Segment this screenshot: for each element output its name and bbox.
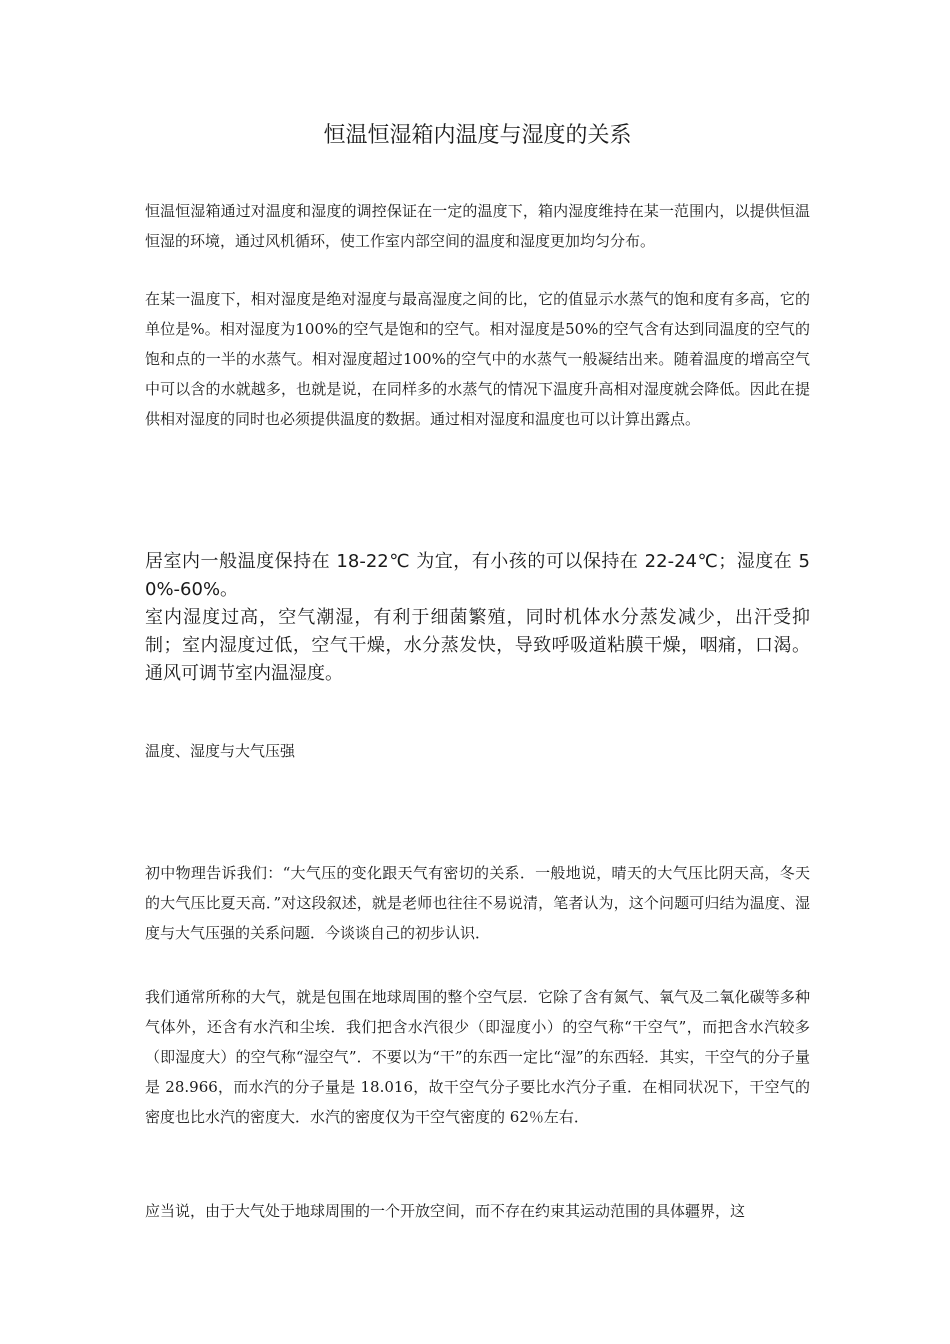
section-heading: 温度、湿度与大气压强 [145,742,296,760]
paragraph-dry-wet-air: 我们通常所称的大气，就是包围在地球周围的整个空气层．它除了含有氮气、氧气及二氧化碳等多种气体外，还含有水汽和尘埃．我们把含水汽很少（即湿度小）的空气称“干空气”，而把含水汽较多（即湿度大）的空气称“湿空气”．不要以为“干”的东西一定比“湿”的东西轻．其实，干空气的分子量是 28.966，而水汽的分子量是 18.016，故干空气分子要比水汽分子重．在相同状况下，干空气的密度也比水汽的密度大．水汽的密度仅为干空气密度的 62％左右． [145,988,810,1126]
indoor-temperature-text: 居室内一般温度保持在 18-22℃ 为宜，有小孩的可以保持在 22-24℃；湿度在 50%-60%。 [145,551,810,600]
paragraph-open-space: 应当说，由于大气处于地球周围的一个开放空间，而不存在约束其运动范围的具体疆界，这 [145,1202,746,1220]
document-title: 恒温恒湿箱内温度与湿度的关系 [323,123,632,148]
indoor-climate-block [145,548,810,688]
indoor-humidity-effects-text: 室内湿度过高，空气潮湿，有利于细菌繁殖，同时机体水分蒸发减少，出汗受抑制；室内湿度过低，空气干燥，水分蒸发快，导致呼吸道粘膜干燥，咽痛，口渴。通风可调节室内温湿度。 [145,607,810,684]
paragraph-intro: 恒温恒湿箱通过对温度和湿度的调控保证在一定的温度下，箱内湿度维持在某一范围内，以提供恒温恒湿的环境，通过风机循环，使工作室内部空间的温度和湿度更加均匀分布。 [145,202,810,250]
paragraph-physics-intro: 初中物理告诉我们：“大气压的变化跟天气有密切的关系．一般地说，晴天的大气压比阴天高，冬天的大气压比夏天高．”对这段叙述，就是老师也往往不易说清，笔者认为，这个问题可归结为温度、湿度与大气压强的关系问题．今谈谈自己的初步认识． [145,864,810,942]
paragraph-relative-humidity: 在某一温度下，相对湿度是绝对湿度与最高湿度之间的比，它的值显示水蒸气的饱和度有多高，它的单位是%。相对湿度为100%的空气是饱和的空气。相对湿度是50%的空气含有达到同温度的空气的饱和点的一半的水蒸气。相对湿度超过100%的空气中的水蒸气一般凝结出来。随着温度的增高空气中可以含的水就越多，也就是说，在同样多的水蒸气的情况下温度升高相对湿度就会降低。因此在提供相对湿度的同时也必须提供温度的数据。通过相对湿度和温度也可以计算出露点。 [145,290,810,428]
